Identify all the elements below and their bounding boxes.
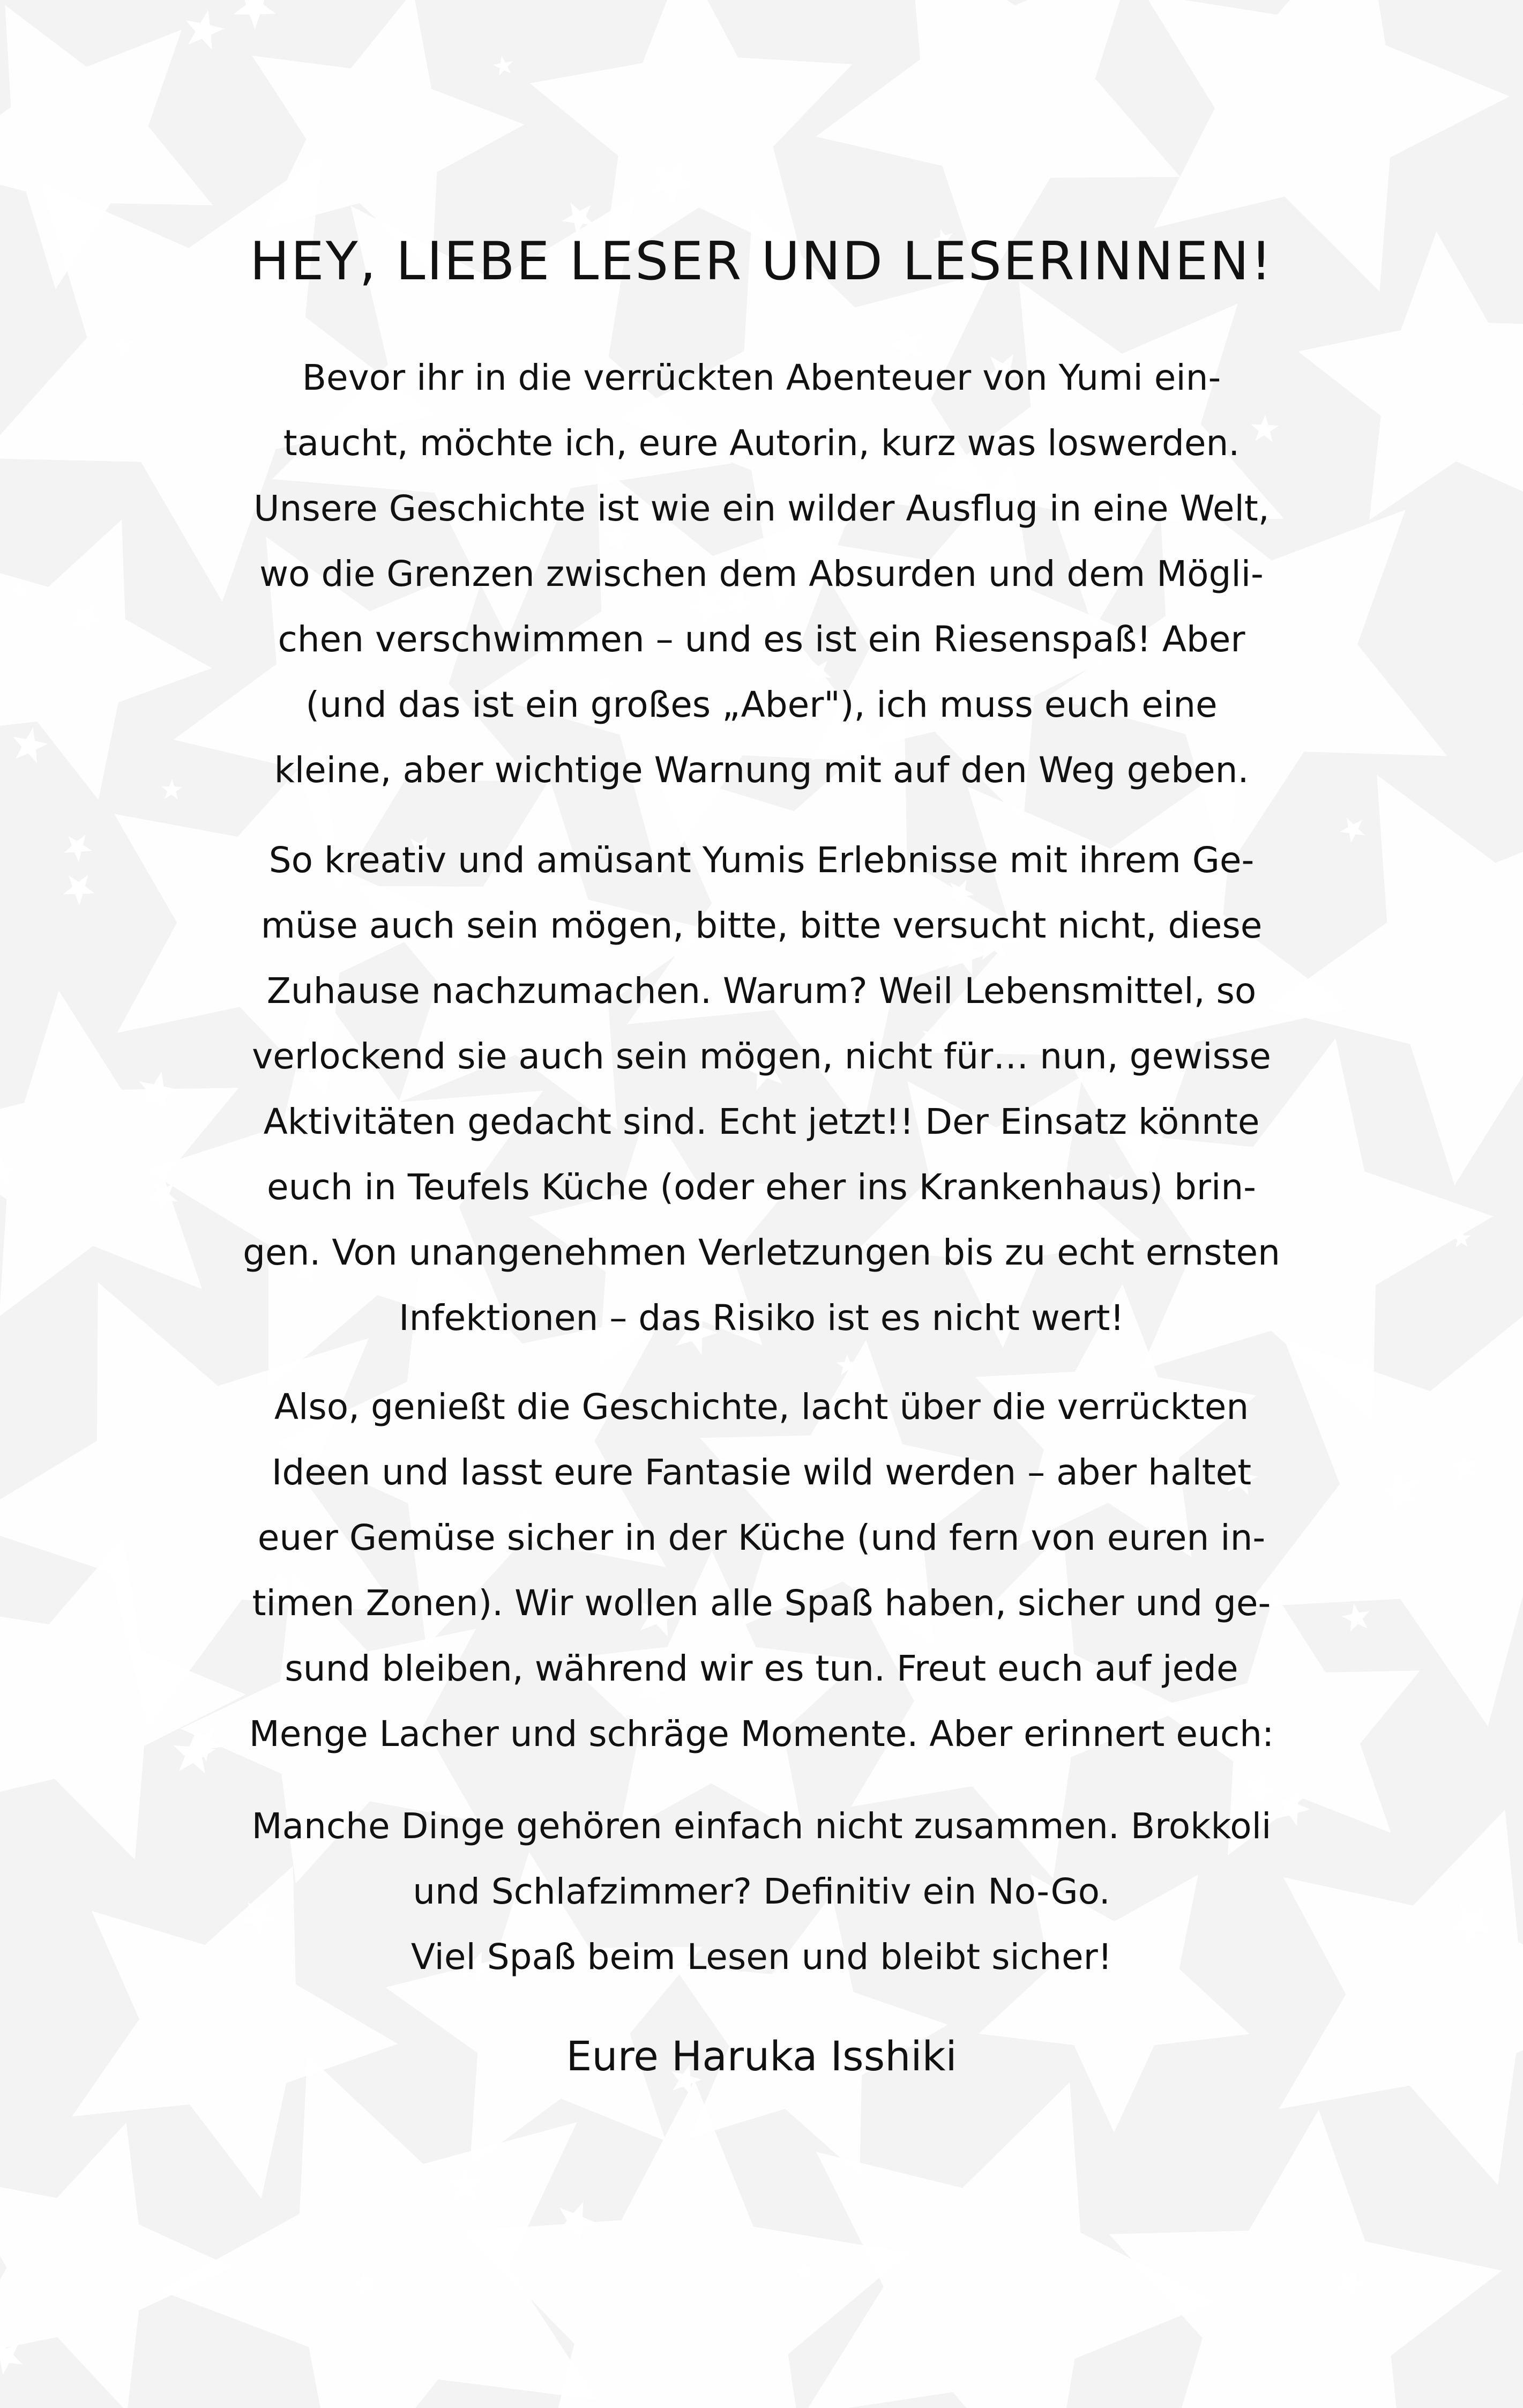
text-line: Unsere Geschichte ist wie ein wilder Ausflug in eine Welt, — [253, 488, 1270, 529]
text-line: euch in Teufels Küche (oder eher ins Krankenhaus) brin- — [267, 1166, 1256, 1208]
text-line: (und das ist ein großes „Aber"), ich muss euch eine — [305, 684, 1218, 725]
text-line: sund bleiben, während wir es tun. Freut euch auf jede — [285, 1648, 1238, 1689]
text-line: Also, genießt die Geschichte, lacht über die verrückten — [274, 1386, 1249, 1428]
text-line: kleine, aber wichtige Warnung mit auf den Weg geben. — [274, 749, 1249, 791]
text-line: euer Gemüse sicher in der Küche (und fern von euren in- — [257, 1517, 1266, 1558]
text-line: gen. Von unangenehmen Verletzungen bis zu echt ernsten — [243, 1232, 1280, 1273]
signature: Eure Haruka Isshiki — [566, 2032, 957, 2080]
text-line: Viel Spaß beim Lesen und bleibt sicher! — [410, 1936, 1113, 1978]
text-line: chen verschwimmen – und es ist ein Riesenspaß! Aber — [278, 619, 1245, 660]
text-line: und Schlafzimmer? Definitiv ein No-Go. — [413, 1871, 1110, 1912]
text-line: verlockend sie auch sein mögen, nicht für… nun, gewisse — [252, 1036, 1271, 1077]
text-line: wo die Grenzen zwischen dem Absurden und dem Mögli- — [259, 553, 1264, 594]
text-line: Infektionen – das Risiko ist es nicht wert! — [399, 1297, 1124, 1339]
text-line: Ideen und lasst eure Fantasie wild werden – aber haltet — [271, 1452, 1252, 1493]
text-line: Aktivitäten gedacht sind. Echt jetzt!! Der Einsatz könnte — [263, 1101, 1260, 1142]
letter-title: HEY, LIEBE LESER UND LESERINNEN! — [250, 231, 1273, 292]
text-line: taucht, möchte ich, eure Autorin, kurz was loswerden. — [283, 422, 1240, 464]
text-line: müse auch sein mögen, bitte, bitte versucht nicht, diese — [260, 905, 1263, 946]
text-line: Menge Lacher und schräge Momente. Aber erinnert euch: — [249, 1713, 1274, 1755]
text-line: So kreativ und amüsant Yumis Erlebnisse mit ihrem Ge- — [268, 839, 1255, 881]
text-line: timen Zonen). Wir wollen alle Spaß haben, sicher und ge- — [252, 1582, 1271, 1624]
text-line: Bevor ihr in die verrückten Abenteuer von Yumi ein- — [302, 357, 1221, 398]
text-line: Manche Dinge gehören einfach nicht zusammen. Brokkoli — [251, 1805, 1272, 1847]
text-line: Zuhause nachzumachen. Warum? Weil Lebensmittel, so — [266, 970, 1257, 1012]
